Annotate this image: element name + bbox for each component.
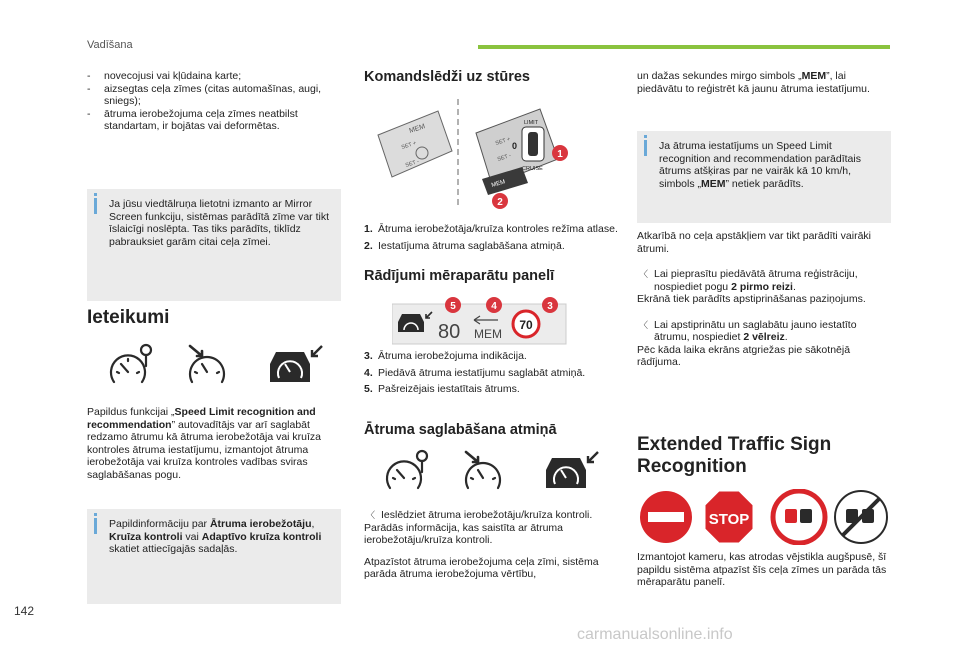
list-item: 4. Piedāvā ātruma iestatījumu saglabāt atmiņā. [364,366,586,379]
steering-controls-illustration [372,97,572,211]
svg-text:0: 0 [512,141,518,151]
speedometer-mem-icon [387,451,427,488]
speed-icons-row-2 [384,448,600,498]
svg-text:4: 4 [491,301,497,312]
info-box-mem-difference: Ja ātruma iestatījums un Speed Limit recognition and recommendation parādītais ātrums atšķiras par ne vairāk kā 10 km/h, simbols „MEM” netiek parādīts. [637,131,891,223]
list-item: 3. Ātruma ierobežojuma indikācija. [364,350,527,362]
header-accent-bar [478,45,890,49]
arrow-right-icon: 〈 [639,319,649,330]
arrow-right-icon: 〈 [639,269,649,279]
instruction-step: 〈 Ieslēdziet ātruma ierobežotāju/kruīza kontroli. [366,509,593,521]
ext-sign-paragraph: Izmantojot kameru, kas atrodas vējstikla augšpusē, šī papildu sistēma atpazīst šīs ceļa zīmes un parāda tās mēraparātu panelī. [637,551,887,588]
section-header: Vadīšana [87,39,133,51]
list-item: 1. Ātruma ierobežotāja/kruīza kontroles režīma atlase. [364,223,618,235]
callout-4-badge [486,297,502,313]
memory-instructions: 〈 Ieslēdziet ātruma ierobežotāju/kruīza kontroli. Parādās informācija, kas saistīta ar ātruma ierobežotāju/kruīza kontroli. Atpazīstot ātruma ierobežojuma ceļa zīmi, sistēma parāda ātruma ierobežojuma vērtību, [364,509,620,581]
instruction-step: 〈 Lai pieprasītu piedāvātā ātruma reģistrāciju, nospiediet pogu 2 pirmo reizi. [639,268,858,293]
mem-label: MEM [474,327,502,341]
watermark: carmanualsonline.info [577,626,733,643]
svg-text:SET -: SET - [496,152,512,163]
bullet-item: - aizsegtas ceļa zīmes (citas automašīnas, augi, sniegs); [87,83,342,108]
heading-extended-traffic-sign: Extended Traffic Sign Recognition [637,434,832,477]
svg-text:STOP: STOP [708,511,750,528]
car-speedometer-icon [270,346,322,382]
left-stalk [378,111,452,177]
steering-legend-list [364,223,619,256]
panel-legend-list [364,350,619,400]
current-speed-value: 80 [438,321,461,343]
instrument-panel-display [392,296,568,346]
svg-text:5: 5 [450,301,456,312]
svg-text:2: 2 [497,197,503,208]
svg-text:SET -: SET - [404,158,420,169]
no-overtaking-sign-icon [773,491,825,543]
svg-text:MEM: MEM [408,123,427,135]
info-icon [94,518,97,534]
col3-intro: un dažas sekundes mirgo simbols „MEM”, lai piedāvātu to reģistrēt kā jaunu ātruma iestatījumu. [637,70,870,95]
ieteikumi-paragraph: Papildus funkcijai „Speed Limit recognition and recommendation” autovadītājs var arī saglabāt redzamo ātrumu kā ātruma ierobežotāja vai kruīza kontroles ātruma iestatījumu, izmantojot ātruma ierobežotāja vai kruīza kontroles vadības sviras saglabāšanas pogu. [87,406,322,481]
arrow-right-icon: 〈 [366,510,376,520]
svg-text:LIMIT: LIMIT [524,120,539,126]
speed-icons-row-1 [108,342,324,392]
info-icon [644,140,647,156]
car-speedometer-icon [546,452,598,488]
info-icon [94,198,97,214]
callout-3-badge [542,297,558,313]
right-stalk [476,109,558,195]
list-item: 5. Pašreizējais iestatītais ātrums. [364,383,520,395]
page-number: 142 [14,604,35,618]
svg-text:MEM: MEM [490,179,507,189]
speedometer-arrow-icon [466,452,500,488]
svg-text:3: 3 [547,301,553,312]
heading-atruma-saglabasana: Ātruma saglabāšana atmiņā [364,422,557,438]
callout-5-badge [445,297,461,313]
speedometer-mem-icon [111,345,151,382]
svg-text:SET +: SET + [400,140,418,151]
speedometer-arrow-icon [190,346,224,382]
col3-body: Atkarībā no ceļa apstākļiem var tikt parādīti vairāki ātrumi. 〈 Lai pieprasītu piedāvātā ātruma reģistrāciju, nospiediet pogu 2 pirmo reizi. Ekrānā tiek parādīts apstiprināšanas paziņojums. 〈 Lai apstiprinātu un saglabātu jauno iestatīto ātrumu, nospiediet 2 vēlreiz. Pēc kāda laika ekrāns atgriežas pie sākotnējā rādījuma. [637,230,892,369]
col1-bullets [87,70,342,133]
info-box-see-sections: Papildinformāciju par Ātruma ierobežotāju, Kruīza kontroli vai Adaptīvo kruīza kontroli skatiet attiecīgajās sadaļās. [87,509,341,604]
heading-ieteikumi: Ieteikumi [87,307,170,328]
heading-komandsledzi: Komandslēdži uz stūres [364,69,530,85]
end-no-overtaking-sign-icon [835,491,887,543]
info-box-mirror-screen [87,189,341,301]
traffic-signs-row [639,489,889,545]
speed-limit-value: 70 [519,318,533,332]
list-item: 2. Iestatījuma ātruma saglabāšana atmiņā. [364,239,565,252]
info-text: Ja jūsu viedtālruņa lietotni izmanto ar Mirror Screen funkciju, sistēmas parādītā zīme var tikt īslaicīgi noslēpta. Tas tiks parādīts, tiklīdz pabrauksiet garām citai ceļa zīmei. [109,198,330,248]
callout-1-badge [552,145,568,161]
callout-2-badge [492,193,508,209]
bullet-item: - novecojusi vai kļūdaina karte; [87,70,342,83]
svg-text:SET +: SET + [494,136,512,147]
no-entry-sign-icon [640,491,692,543]
svg-text:CRUISE: CRUISE [522,166,543,172]
instruction-step: 〈 Lai apstiprinātu un saglabātu jauno iestatīto ātrumu, nospiediet 2 vēlreiz. [639,318,857,343]
stop-sign-icon [705,491,753,543]
bullet-item: - ātruma ierobežojuma ceļa zīmes neatbilst standartam, ir bojātas vai deformētas. [87,108,342,133]
svg-text:1: 1 [557,149,563,160]
heading-radijumi: Rādījumi mēraparātu panelī [364,268,555,284]
